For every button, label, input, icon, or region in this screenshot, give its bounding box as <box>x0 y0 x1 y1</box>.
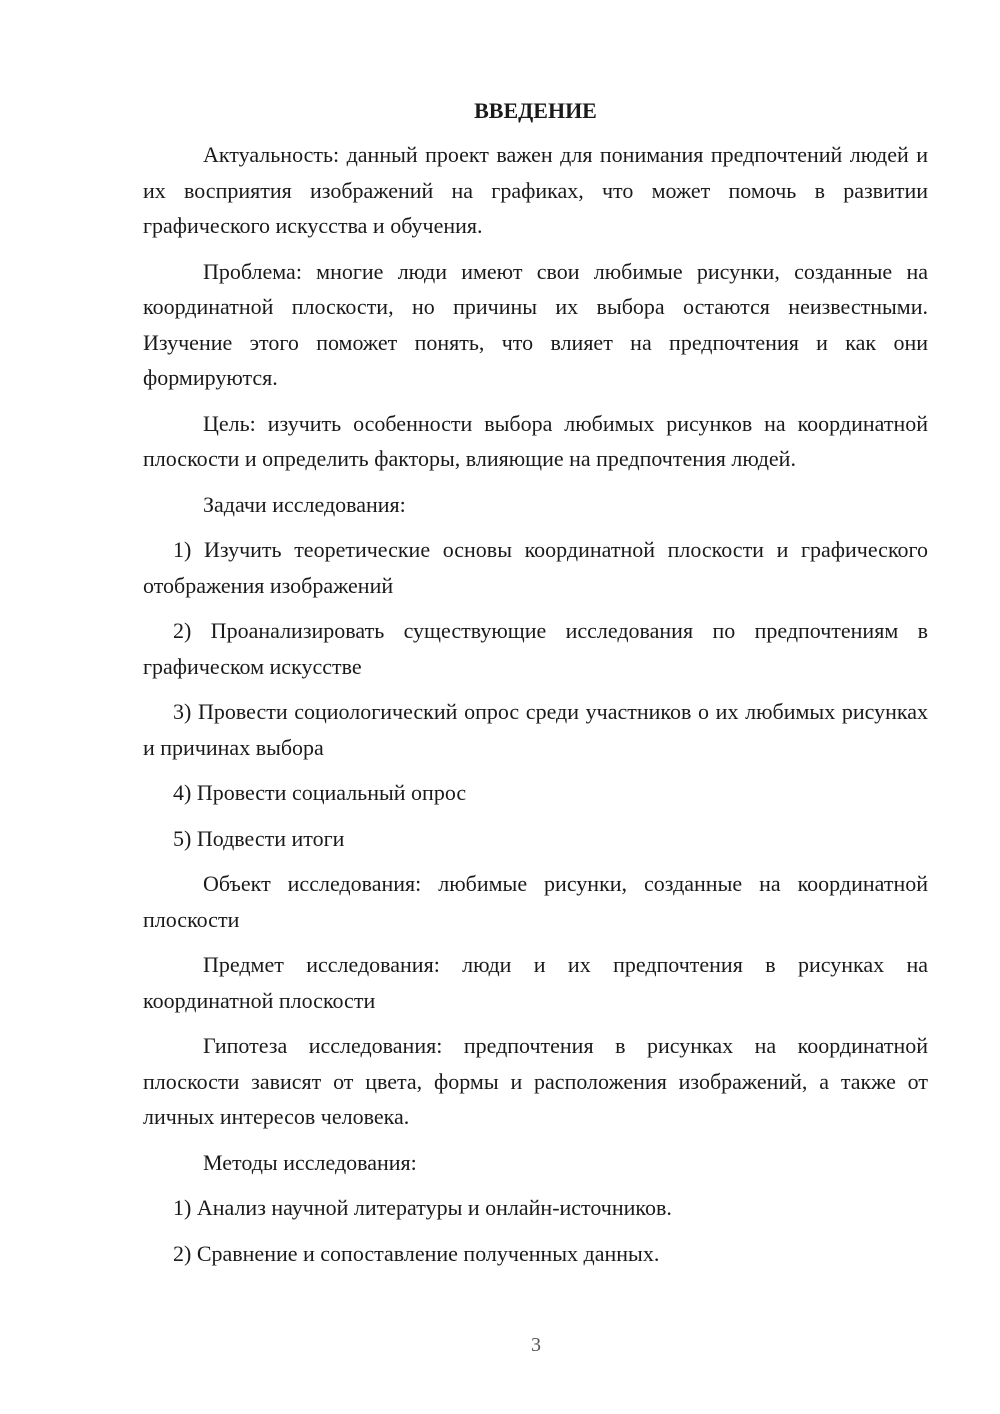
task-item-4: 4) Провести социальный опрос <box>173 780 467 805</box>
subject-paragraph: Предмет исследования: люди и их предпочтения в рисунках на координатной плоскости <box>143 952 928 1013</box>
task-item-5: 5) Подвести итоги <box>173 825 345 851</box>
task-item-1: 1) Изучить теоретические основы координатной плоскости и графического отображения изображений <box>143 537 928 598</box>
tasks-heading: Задачи исследования: <box>203 491 406 517</box>
problem-paragraph: Проблема: многие люди имеют свои любимые рисунки, созданные на координатной плоскости, но причины их выбора остаются неизвестными. Изучение этого поможет понять, что влияет на предпочтения и как они формируются. <box>143 258 928 390</box>
task-item-3: 3) Провести социологический опрос среди участников о их любимых рисунках и причинах выбора <box>143 699 928 760</box>
method-item-1: 1) Анализ научной литературы и онлайн-источников. <box>173 1195 672 1220</box>
hypothesis-paragraph: Гипотеза исследования: предпочтения в рисунках на координатной плоскости зависят от цвета, формы и расположения изображений, а также от личных интересов человека. <box>143 1033 928 1129</box>
document-page <box>143 95 928 1281</box>
relevance-paragraph: Актуальность: данный проект важен для понимания предпочтений людей и их восприятия изображений на графиках, что может помочь в развитии графического искусства и обучения. <box>143 142 928 238</box>
object-paragraph: Объект исследования: любимые рисунки, созданные на координатной плоскости <box>143 871 928 932</box>
page-title: ВВЕДЕНИЕ <box>474 98 597 123</box>
goal-paragraph: Цель: изучить особенности выбора любимых рисунков на координатной плоскости и определить факторы, влияющие на предпочтения людей. <box>143 410 928 471</box>
task-item-2: 2) Проанализировать существующие исследования по предпочтениям в графическом искусстве <box>143 618 928 679</box>
method-item-2: 2) Сравнение и сопоставление полученных данных. <box>173 1240 660 1266</box>
page-number: 3 <box>531 1334 541 1356</box>
methods-heading: Методы исследования: <box>203 1149 417 1175</box>
